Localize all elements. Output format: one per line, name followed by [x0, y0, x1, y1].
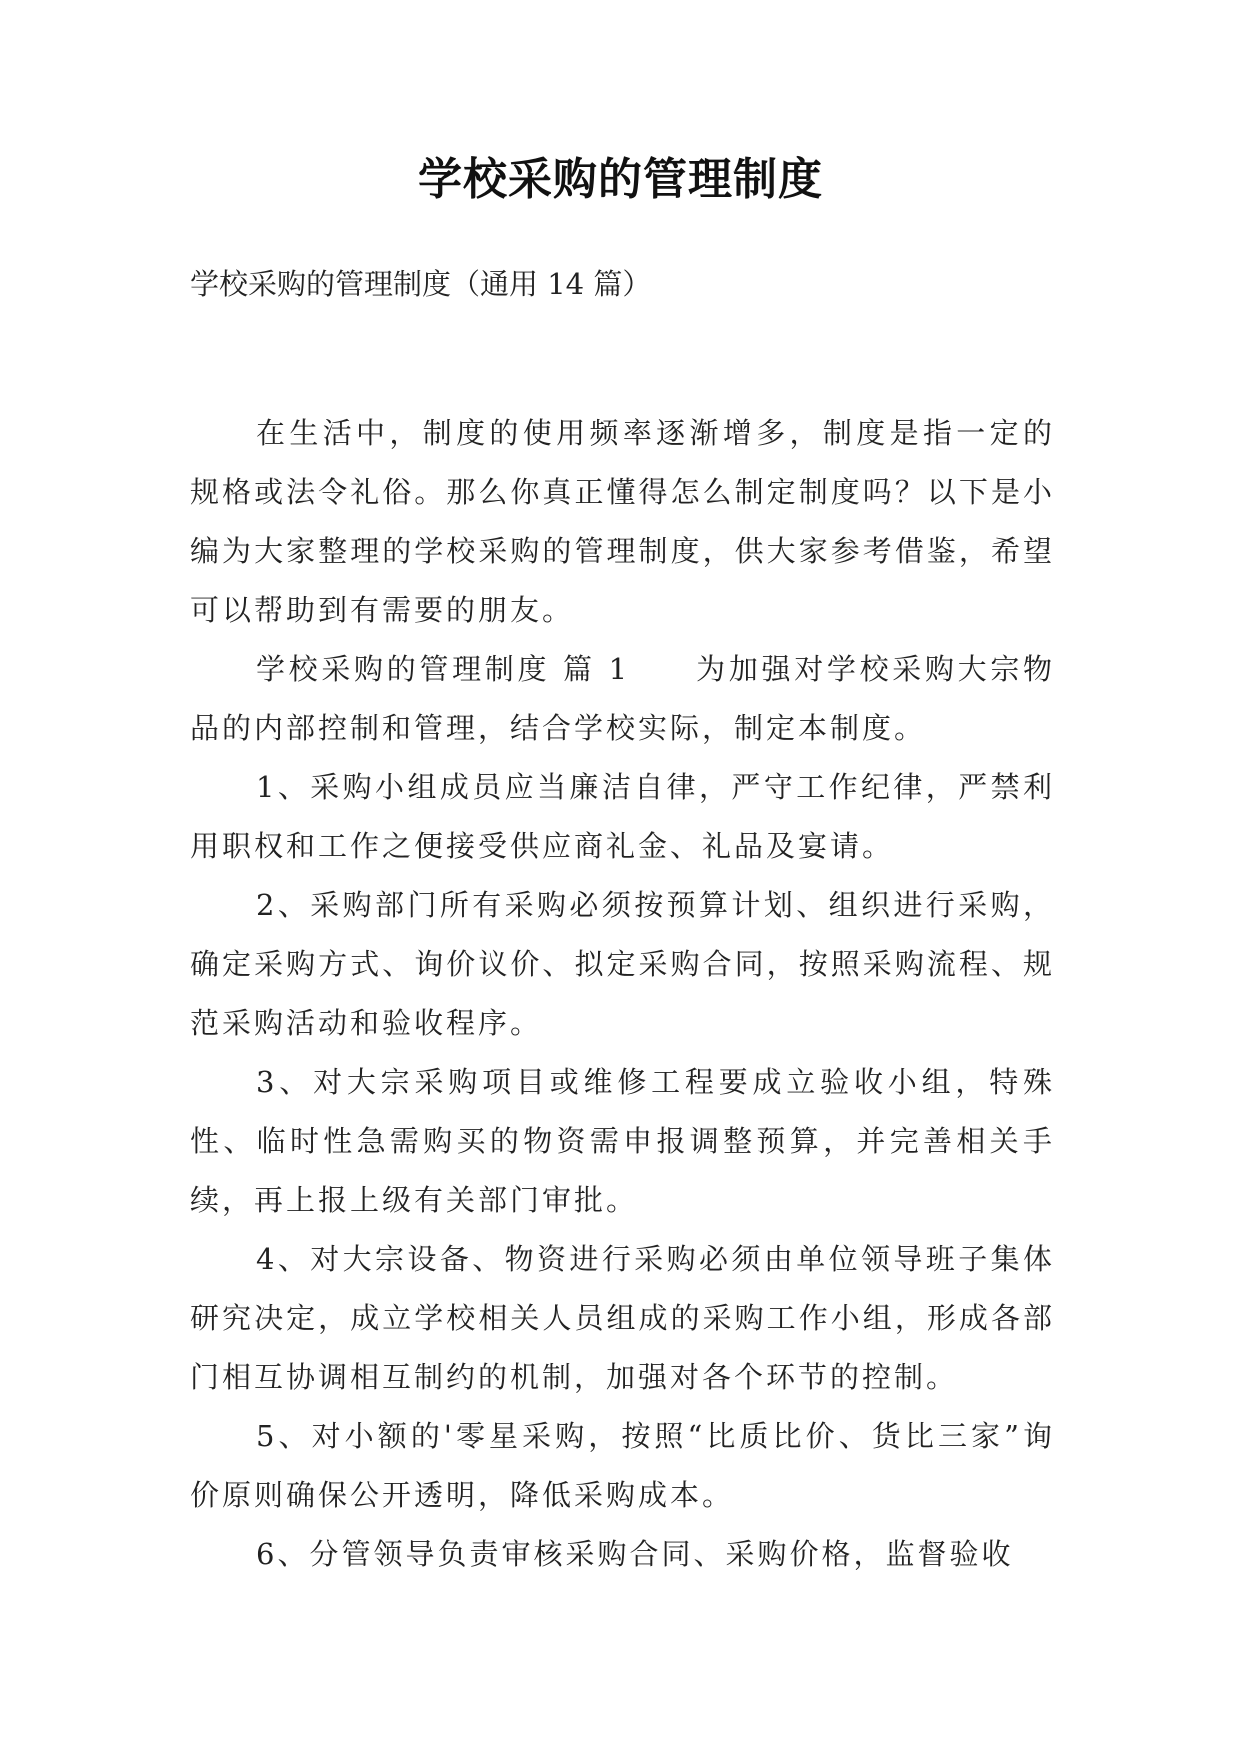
rule-4-paragraph: 4、对大宗设备、物资进行采购必须由单位领导班子集体研究决定，成立学校相关人员组成的采购工作小组，形成各部门相互协调相互制约的机制，加强对各个环节的控制。 — [190, 1242, 1055, 1394]
rule-1-paragraph: 1、采购小组成员应当廉洁自律，严守工作纪律，严禁利用职权和工作之便接受供应商礼金、礼品及宴请。 — [190, 770, 1055, 863]
rule-2-paragraph: 2、采购部门所有采购必须按预算计划、组织进行采购，确定采购方式、询价议价、拟定采购合同，按照采购流程、规范采购活动和验收程序。 — [190, 888, 1055, 1040]
section-1-paragraph: 学校采购的管理制度 篇 1 为加强对学校采购大宗物品的内部控制和管理，结合学校实际，制定本制度。 — [190, 652, 1055, 745]
rule-3-paragraph: 3、对大宗采购项目或维修工程要成立验收小组，特殊性、临时性急需购买的物资需申报调整预算，并完善相关手续，再上报上级有关部门审批。 — [190, 1065, 1055, 1217]
document-title: 学校采购的管理制度 — [418, 154, 823, 205]
rule-5-paragraph: 5、对小额的'零星采购，按照“比质比价、货比三家”询价原则确保公开透明，降低采购成本。 — [190, 1419, 1055, 1512]
document-body — [190, 404, 1055, 1584]
document-subtitle: 学校采购的管理制度（通用 14 篇） — [190, 267, 652, 301]
intro-paragraph: 在生活中，制度的使用频率逐渐增多，制度是指一定的规格或法令礼俗。那么你真正懂得怎么制定制度吗？以下是小编为大家整理的学校采购的管理制度，供大家参考借鉴，希望可以帮助到有需要的朋友。 — [190, 416, 1055, 627]
rule-6-paragraph: 6、分管领导负责审核采购合同、采购价格，监督验收 — [256, 1537, 1014, 1571]
